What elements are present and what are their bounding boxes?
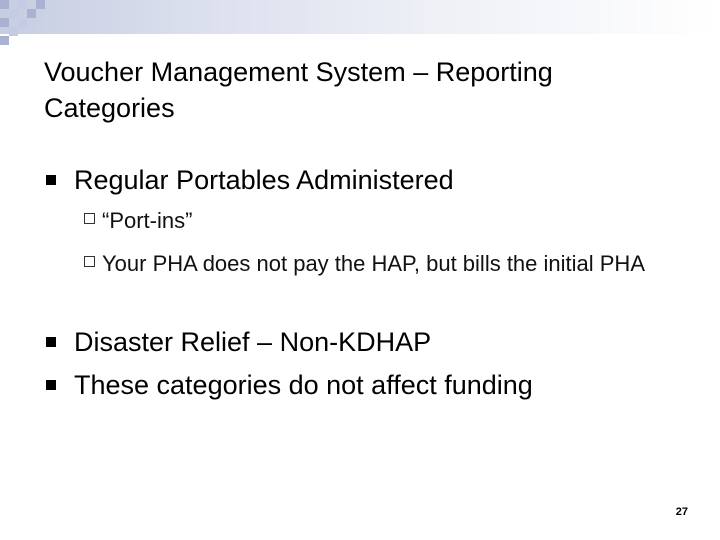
square-bullet-icon bbox=[46, 175, 56, 185]
decorative-checker-pattern bbox=[0, 0, 60, 60]
sub-bullet-port-ins bbox=[102, 207, 192, 234]
sub-bullet-text: “Port-ins” bbox=[102, 208, 193, 233]
sub-bullet-hap-billing bbox=[102, 250, 682, 277]
bullet-text: Disaster Relief – Non-KDHAP bbox=[74, 327, 432, 357]
square-bullet-icon bbox=[46, 380, 56, 390]
page-number: 27 bbox=[675, 506, 688, 518]
bullet-text: These categories do not affect funding bbox=[74, 370, 533, 400]
bullet-categories-funding bbox=[74, 369, 533, 401]
bullet-text: Regular Portables Administered bbox=[74, 165, 454, 195]
bullet-disaster-relief bbox=[74, 326, 431, 358]
slide-title: Voucher Management System – Reporting Categories bbox=[44, 57, 553, 123]
square-bullet-icon bbox=[46, 337, 56, 347]
sub-bullet-text: Your PHA does not pay the HAP, but bills the initial PHA bbox=[102, 251, 645, 276]
bullet-regular-portables bbox=[74, 164, 454, 196]
hollow-square-bullet-icon bbox=[84, 213, 95, 224]
decorative-top-band bbox=[0, 0, 720, 34]
hollow-square-bullet-icon bbox=[84, 256, 95, 267]
